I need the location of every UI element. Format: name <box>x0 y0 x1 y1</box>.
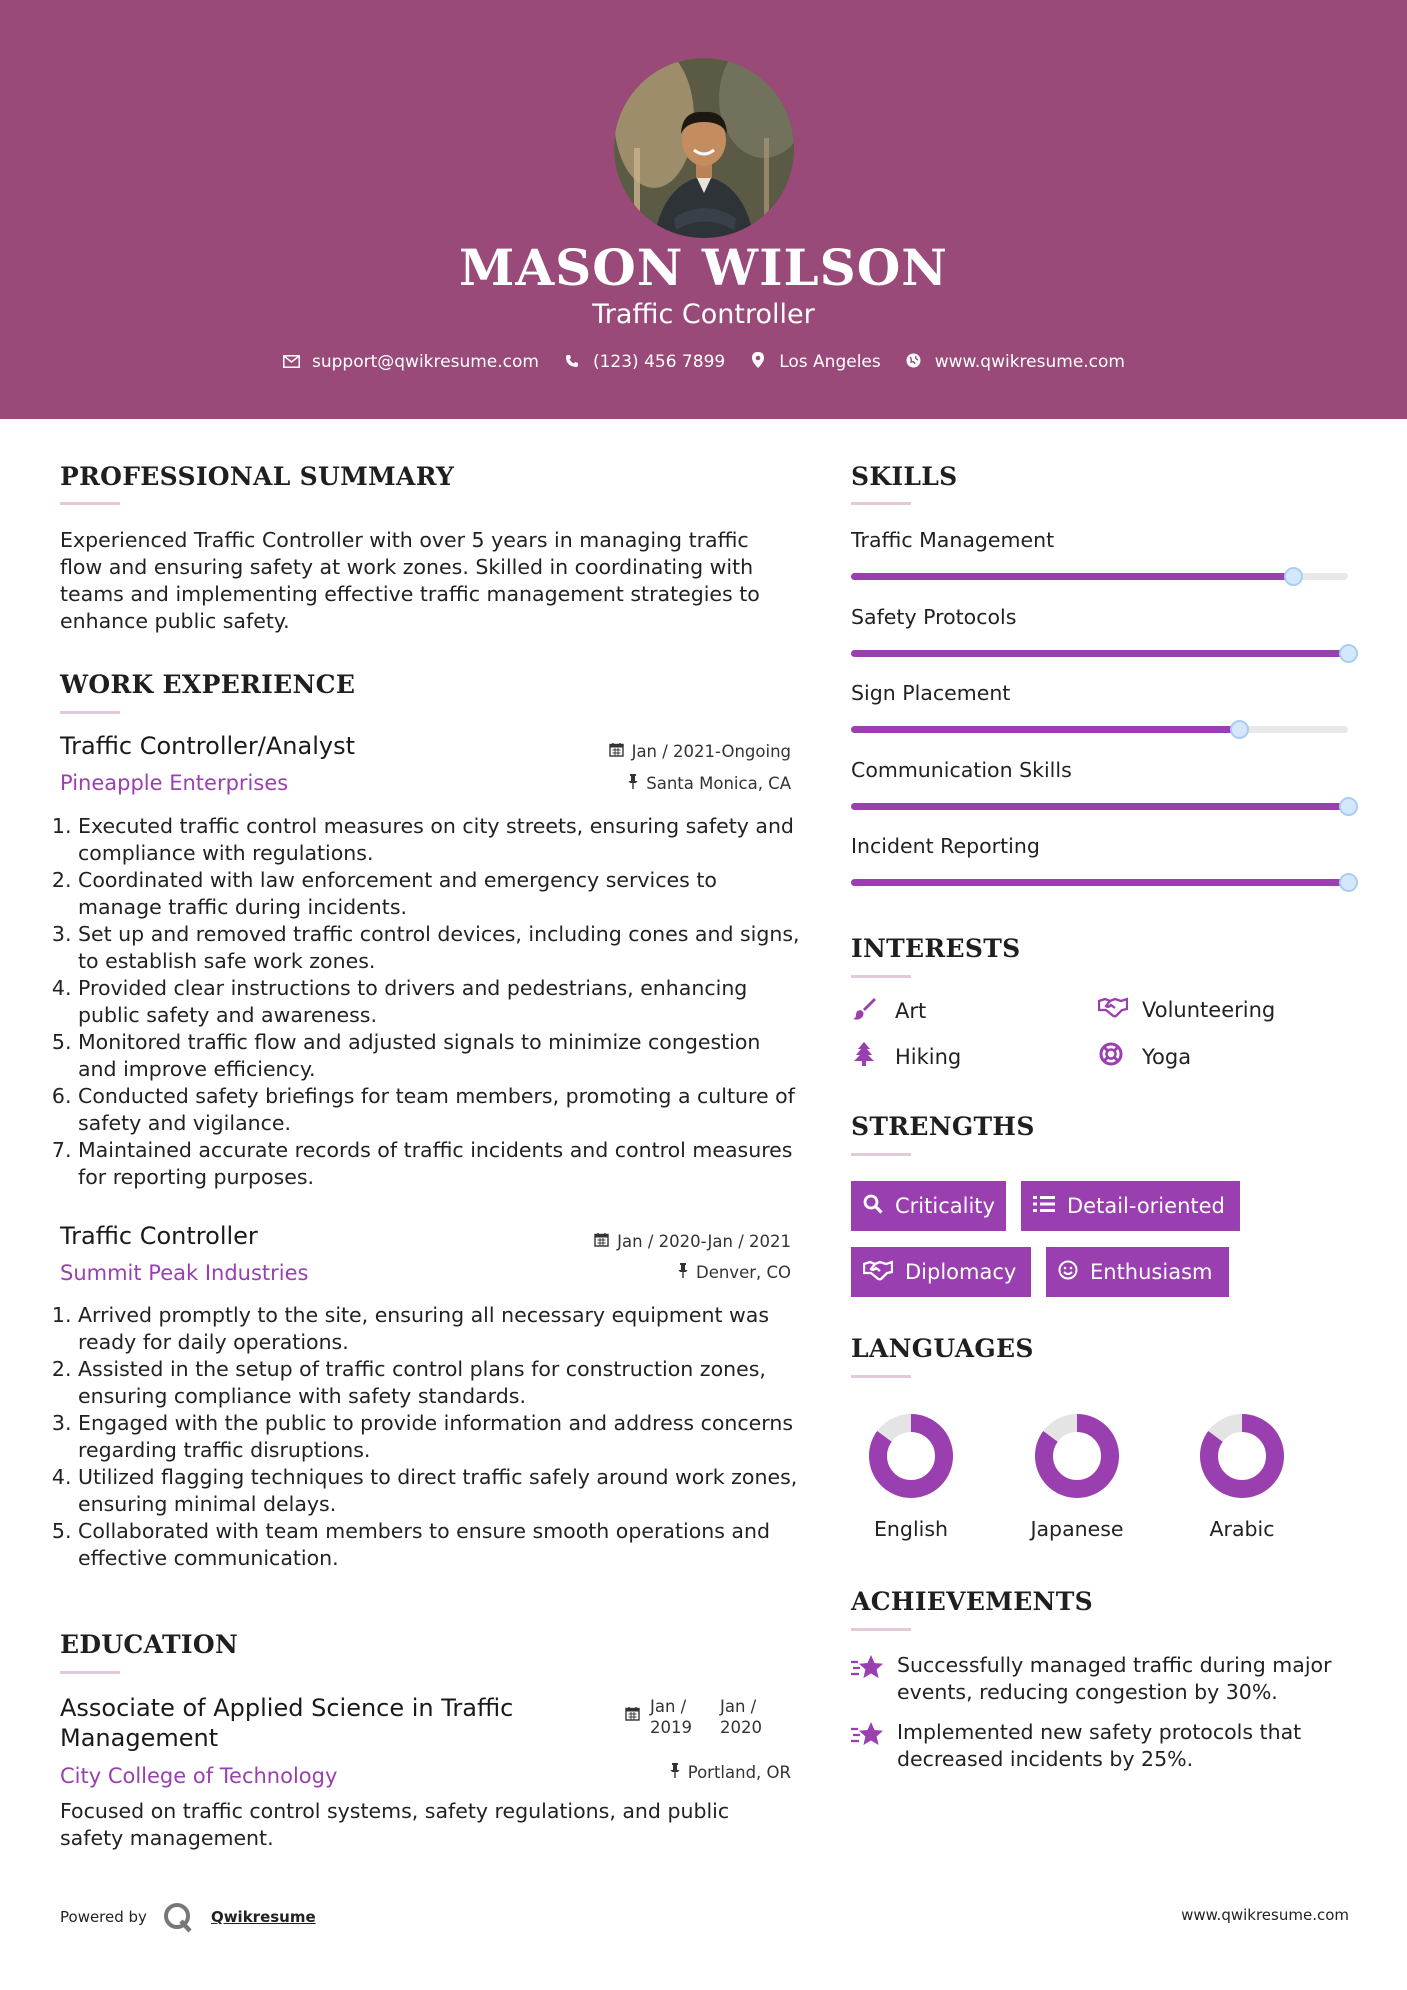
job-date <box>500 742 791 761</box>
achievement-item <box>851 1652 1351 1706</box>
job-location <box>500 1263 791 1282</box>
achievement-text <box>897 1719 1301 1773</box>
education-heading: EDUCATION <box>60 1630 239 1659</box>
strength-label: Diplomacy <box>905 1260 1017 1284</box>
interest-label: Hiking <box>895 1045 962 1069</box>
star-icon <box>851 1652 885 1706</box>
education-location <box>500 1763 791 1782</box>
work-heading: WORK EXPERIENCE <box>60 670 356 699</box>
achievement-item <box>851 1719 1351 1773</box>
education-description-line: Focused on traffic control systems, safety regulations, and public <box>60 1799 730 1823</box>
powered-by-text: Powered by <box>60 1908 147 1926</box>
achievement-line: Successfully managed traffic during major <box>897 1653 1332 1677</box>
person-portrait-icon <box>614 58 794 238</box>
strength-label: Detail-oriented <box>1067 1194 1225 1218</box>
skill-label: Incident Reporting <box>851 834 1040 858</box>
skill-slider-knob <box>1284 567 1303 586</box>
achievement-text <box>897 1652 1332 1706</box>
calendar-icon <box>625 1706 640 1725</box>
job-location-text: Santa Monica, CA <box>646 774 791 793</box>
duty-item: 4. Utilized flagging techniques to direct traffic safely around work zones, ensuring minimal delays. <box>78 1464 800 1518</box>
pushpin-icon <box>628 774 638 793</box>
skill-label: Communication Skills <box>851 757 1072 782</box>
language-item <box>1162 1413 1322 1541</box>
skill-bar <box>851 803 1348 810</box>
handshake-icon <box>1098 996 1124 1024</box>
summary-line: teams and implementing effective traffic management strategies to <box>60 582 760 606</box>
interest-item <box>1098 996 1275 1024</box>
globe-icon <box>905 353 923 372</box>
language-label: English <box>873 1517 949 1541</box>
skill-bar-fill <box>851 726 1239 733</box>
achievement-line: decreased incidents by 25%. <box>897 1747 1194 1771</box>
star-icon <box>851 1719 885 1773</box>
contact-website-text: www.qwikresume.com <box>934 352 1125 372</box>
interest-item <box>1098 1042 1191 1072</box>
interest-item <box>851 1042 961 1072</box>
skill-bar-fill <box>851 803 1348 810</box>
duty-item: 4. Provided clear instructions to drivers and pedestrians, enhancing public safety and awareness. <box>78 975 800 1029</box>
job-date-text: Jan / 2021-Ongoing <box>631 742 791 761</box>
envelope-icon <box>282 353 300 372</box>
pushpin-icon <box>678 1263 688 1282</box>
duty-item: 1. Executed traffic control measures on city streets, ensuring safety and compliance with regulations. <box>78 813 800 867</box>
education-description <box>60 1798 800 1852</box>
candidate-name: MASON WILSON <box>459 238 948 297</box>
education-start-date <box>650 1696 692 1738</box>
interest-item <box>851 996 926 1026</box>
education-start-month: Jan / <box>650 1697 687 1716</box>
company-name[interactable]: Summit Peak Industries <box>60 1261 309 1285</box>
language-donut <box>1199 1413 1285 1499</box>
language-item <box>997 1413 1157 1541</box>
footer-powered-by <box>60 1900 316 1934</box>
brand-link[interactable]: Qwikresume <box>210 1908 316 1926</box>
contact-phone-text: (123) 456 7899 <box>592 352 726 372</box>
language-label: Arabic <box>1209 1517 1275 1541</box>
duty-item: 5. Monitored traffic flow and adjusted signals to minimize congestion and improve efficiency. <box>78 1029 800 1083</box>
language-item <box>831 1413 991 1541</box>
summary-line: Experienced Traffic Controller with over 5 years in managing traffic <box>60 528 749 552</box>
strength-label: Enthusiasm <box>1090 1260 1213 1284</box>
calendar-icon <box>609 742 624 761</box>
duties-list <box>58 813 800 1191</box>
education-location-text: Portland, OR <box>687 1763 791 1782</box>
skill-label: Sign Placement <box>851 681 1011 705</box>
pushpin-icon <box>670 1763 680 1782</box>
smile-icon <box>1058 1260 1078 1285</box>
resume-header <box>0 0 1407 419</box>
skills-heading: SKILLS <box>851 462 958 491</box>
tree-icon <box>851 1042 877 1072</box>
skill-slider-knob <box>1339 873 1358 892</box>
contact-email-text: support@qwikresume.com <box>312 352 539 372</box>
search-icon <box>863 1194 883 1219</box>
contact-location <box>749 352 881 372</box>
duty-item: 3. Engaged with the public to provide information and address concerns regarding traffic disruptions. <box>78 1410 800 1464</box>
duties-list <box>58 1302 800 1572</box>
skill-slider-knob <box>1339 797 1358 816</box>
interest-label: Volunteering <box>1142 998 1276 1022</box>
duty-item: 5. Collaborated with team members to ensure smooth operations and effective communication. <box>78 1518 800 1572</box>
achievements-heading: ACHIEVEMENTS <box>851 1587 1093 1616</box>
section-underline <box>60 711 120 714</box>
strength-tag <box>851 1247 1031 1297</box>
degree-title <box>60 1693 513 1753</box>
job-location-text: Denver, CO <box>695 1263 791 1282</box>
duty-item: 2. Assisted in the setup of traffic control plans for construction zones, ensuring compliance with safety standards. <box>78 1356 800 1410</box>
language-donut <box>1034 1413 1120 1499</box>
section-underline <box>60 502 120 505</box>
skill-slider-knob <box>1339 644 1358 663</box>
contact-email[interactable] <box>282 352 539 372</box>
summary-line: enhance public safety. <box>60 609 290 633</box>
language-label: Japanese <box>1030 1517 1124 1541</box>
degree-line: Associate of Applied Science in Traffic <box>60 1694 514 1722</box>
lifebuoy-icon <box>1098 1042 1124 1072</box>
interests-heading: INTERESTS <box>851 934 1021 963</box>
achievement-line: Implemented new safety protocols that <box>897 1720 1302 1744</box>
duty-item: 6. Conducted safety briefings for team members, promoting a culture of safety and vigilance. <box>78 1083 800 1137</box>
education-description-line: safety management. <box>60 1826 274 1850</box>
list-icon <box>1033 1194 1055 1218</box>
map-pin-icon <box>749 352 767 372</box>
contact-phone[interactable] <box>563 352 725 372</box>
education-start-year: 2019 <box>650 1718 692 1737</box>
strengths-heading: STRENGTHS <box>851 1112 1035 1141</box>
duty-item: 2. Coordinated with law enforcement and emergency services to manage traffic during incidents. <box>78 867 800 921</box>
strength-tag <box>1021 1181 1240 1231</box>
education-end-year: 2020 <box>720 1718 762 1737</box>
paintbrush-icon <box>851 996 877 1026</box>
candidate-title: Traffic Controller <box>592 299 815 330</box>
section-underline <box>851 1153 911 1156</box>
education-end-month: Jan / <box>720 1697 757 1716</box>
skill-bar-fill <box>851 650 1348 657</box>
summary-text <box>60 527 800 635</box>
skill-bar <box>851 879 1348 886</box>
skill-bar <box>851 573 1348 580</box>
job-title: Traffic Controller/Analyst <box>60 732 355 760</box>
duty-item: 7. Maintained accurate records of traffic incidents and control measures for reporting purposes. <box>78 1137 800 1191</box>
languages-heading: LANGUAGES <box>851 1334 1034 1363</box>
job-date-text: Jan / 2020-Jan / 2021 <box>617 1232 791 1251</box>
skill-label: Safety Protocols <box>851 604 1017 629</box>
qwikresume-logo-icon <box>161 1900 195 1934</box>
interest-label: Yoga <box>1142 1045 1192 1069</box>
education-end-date <box>720 1696 762 1738</box>
skill-bar-fill <box>851 573 1293 580</box>
skill-bar <box>851 726 1348 733</box>
strength-tag <box>851 1181 1006 1231</box>
skill-label: Traffic Management <box>851 528 1055 552</box>
calendar-icon <box>594 1232 609 1251</box>
section-underline <box>60 1671 120 1674</box>
handshake-icon <box>863 1259 893 1286</box>
section-underline <box>851 502 911 505</box>
interest-label: Art <box>895 999 927 1023</box>
summary-line: flow and ensuring safety at work zones. Skilled in coordinating with <box>60 555 754 579</box>
job-title: Traffic Controller <box>60 1222 258 1250</box>
language-donut <box>868 1413 954 1499</box>
footer-website[interactable]: www.qwikresume.com <box>1181 1906 1349 1924</box>
job-date <box>500 1232 791 1251</box>
skill-slider-knob <box>1230 720 1249 739</box>
contact-location-text: Los Angeles <box>779 352 881 372</box>
contact-bar <box>0 352 1407 372</box>
section-underline <box>851 975 911 978</box>
profile-photo <box>614 58 794 238</box>
job-location <box>500 774 791 793</box>
school-name[interactable]: City College of Technology <box>60 1764 338 1788</box>
achievement-line: events, reducing congestion by 30%. <box>897 1680 1278 1704</box>
contact-website[interactable] <box>905 352 1125 372</box>
duty-item: 1. Arrived promptly to the site, ensuring all necessary equipment was ready for daily operations. <box>78 1302 800 1356</box>
strength-tag <box>1046 1247 1229 1297</box>
section-underline <box>851 1375 911 1378</box>
company-name[interactable]: Pineapple Enterprises <box>60 771 289 795</box>
duty-item: 3. Set up and removed traffic control devices, including cones and signs, to establish safe work zones. <box>78 921 800 975</box>
strength-label: Criticality <box>895 1194 995 1218</box>
summary-heading: PROFESSIONAL SUMMARY <box>60 462 455 491</box>
skill-bar-fill <box>851 879 1348 886</box>
skill-bar <box>851 650 1348 657</box>
section-underline <box>851 1628 911 1631</box>
phone-icon <box>563 353 581 372</box>
degree-line: Management <box>60 1724 219 1752</box>
